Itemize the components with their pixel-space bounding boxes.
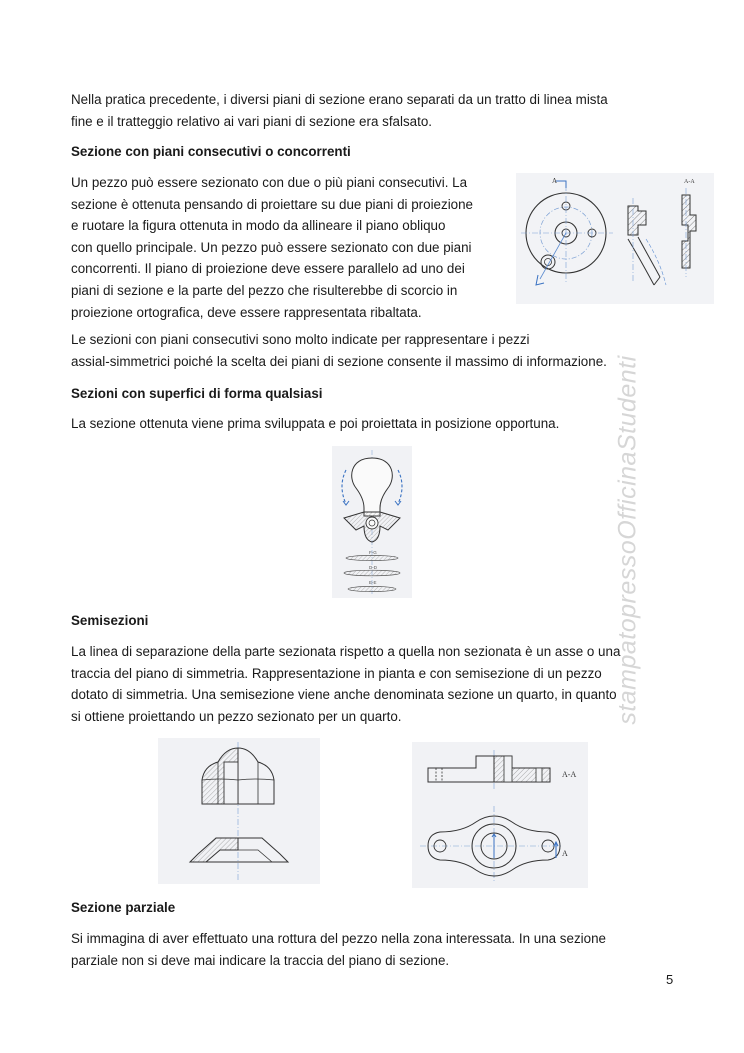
label-a-flangia: A <box>562 849 568 858</box>
text-line: Un pezzo può essere sezionato con due o più piani consecutivi. La <box>71 175 468 190</box>
label-aa-flangia: A-A <box>562 770 577 779</box>
text-line: Si immagina di aver effettuato una rottura del pezzo nella zona interessata. In una sezione <box>71 931 606 946</box>
paragraph-piani-consecutivi <box>71 172 473 323</box>
page-number: 5 <box>666 972 674 987</box>
text-line: dotato di simmetria. Una semisezione viene anche denominata sezione un quarto, in quanto <box>71 687 617 703</box>
text-line: traccia del piano di simmetria. Rappresentazione in pianta e con semisezione di un pezzo <box>71 665 602 681</box>
text-line: piani di sezione e la parte del pezzo che risulterebbe di scorcio in <box>71 282 458 298</box>
figure-semisezione-flangia <box>412 742 588 888</box>
heading-superfici-qualsiasi: Sezioni con superfici di forma qualsiasi <box>71 386 323 401</box>
figure-sezione-sviluppata <box>332 446 412 598</box>
paragraph-sezione-parziale <box>71 928 606 971</box>
text-line: La sezione ottenuta viene prima sviluppata e poi proiettata in posizione opportuna. <box>71 416 560 431</box>
text-line: si ottiene proiettando un pezzo sezionato per un quarto. <box>71 708 402 724</box>
text-line: fine e il tratteggio relativo ai vari piani di sezione era sfalsato. <box>71 113 432 129</box>
heading-piani-consecutivi: Sezione con piani consecutivi o concorrenti <box>71 144 351 159</box>
watermark-text: stampatopressoOfficinaStudenti <box>613 355 642 725</box>
label-aa: A-A <box>684 179 695 185</box>
label-section-dd: D-D <box>369 565 377 570</box>
text-line: assial-simmetrici poiché la scelta dei piani di sezione consente il massimo di informazione. <box>71 353 607 369</box>
figure-semisezione-cupola <box>158 738 320 884</box>
heading-sezione-parziale: Sezione parziale <box>71 900 176 915</box>
text-line: Nella pratica precedente, i diversi piani di sezione erano separati da un tratto di linea mista <box>71 92 608 107</box>
text-line: e ruotare la figura ottenuta in modo da allineare il piano obliquo <box>71 218 446 234</box>
text-line: La linea di separazione della parte sezionata rispetto a quella non sezionata è un asse o una <box>71 644 621 659</box>
label-section-fg: F-G <box>369 550 377 555</box>
text-line: sezione è ottenuta pensando di proiettare su due piani di proiezione <box>71 196 474 212</box>
heading-semisezioni: Semisezioni <box>71 613 149 628</box>
text-line: Le sezioni con piani consecutivi sono molto indicate per rappresentare i pezzi <box>71 332 530 347</box>
text-line: parziale non si deve mai indicare la traccia del piano di sezione. <box>71 952 450 968</box>
paragraph-piani-consecutivi-2 <box>71 329 607 372</box>
label-a: A <box>552 177 558 185</box>
text-line: proiezione ortografica, deve essere rappresentata ribaltata. <box>71 304 422 320</box>
paragraph-intro <box>71 89 608 132</box>
figure-sezione-piani-concorrenti <box>516 173 714 304</box>
paragraph-semisezioni <box>71 641 620 727</box>
text-line: concorrenti. Il piano di proiezione deve essere parallelo ad uno dei <box>71 261 465 277</box>
label-section-ee: E-E <box>369 580 377 585</box>
text-line: con quello principale. Un pezzo può essere sezionato con due piani <box>71 239 472 255</box>
paragraph-superfici-qualsiasi <box>71 413 559 435</box>
